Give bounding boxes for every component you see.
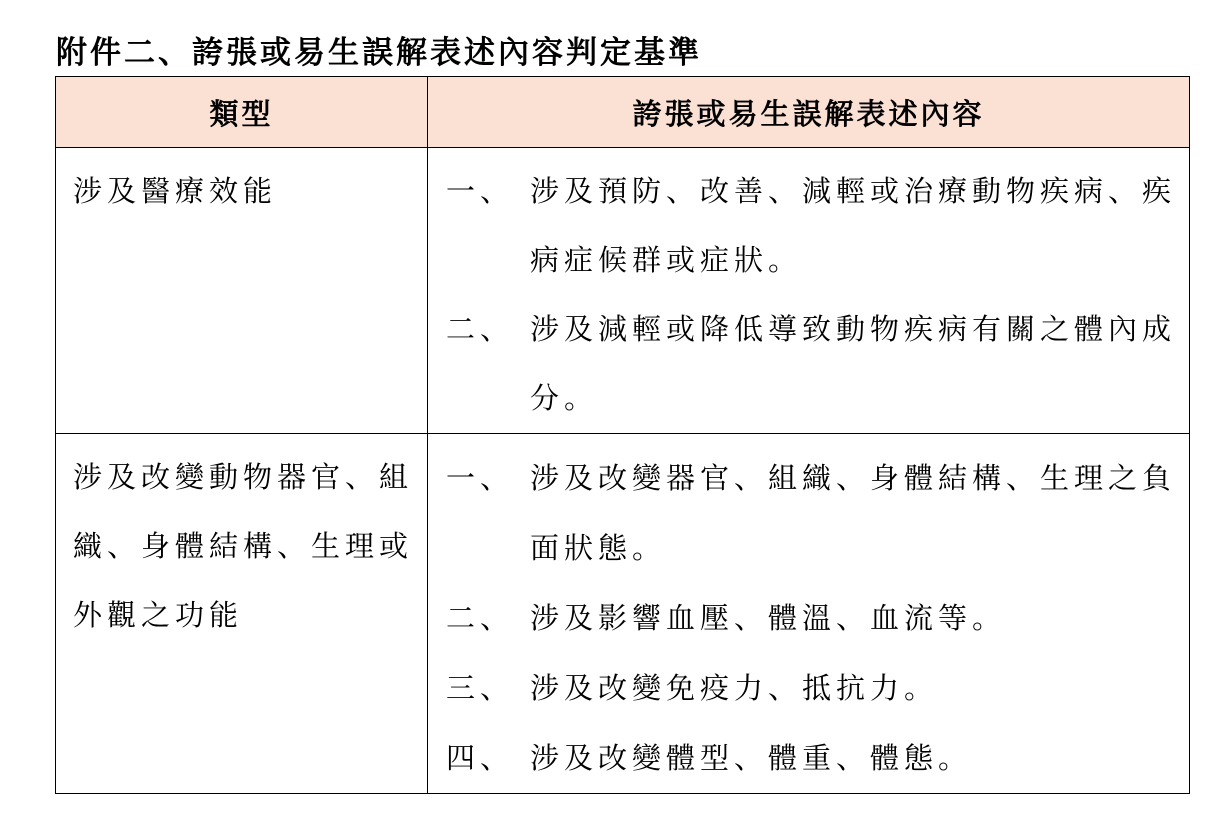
table-row bbox=[56, 148, 1190, 434]
item-text: 涉及預防、改善、減輕或治療動物疾病、疾病症候群或症狀。 bbox=[530, 174, 1177, 277]
type-cell: 涉及改變動物器官、組織、身體結構、生理或外觀之功能 bbox=[56, 434, 428, 794]
list-item bbox=[446, 157, 1181, 295]
table-row bbox=[56, 434, 1190, 794]
list-item bbox=[446, 443, 1181, 583]
header-content: 誇張或易生誤解表述內容 bbox=[428, 77, 1190, 148]
item-text: 涉及減輕或降低導致動物疾病有關之體內成分。 bbox=[530, 312, 1177, 415]
list-item bbox=[446, 295, 1181, 433]
list-item bbox=[446, 653, 1181, 723]
item-number: 四、 bbox=[446, 741, 515, 775]
content-cell bbox=[428, 148, 1190, 434]
item-number: 二、 bbox=[446, 601, 515, 635]
item-text: 涉及影響血壓、體溫、血流等。 bbox=[530, 601, 1007, 635]
list-item bbox=[446, 583, 1181, 653]
type-cell: 涉及醫療效能 bbox=[56, 148, 428, 434]
item-text: 涉及改變器官、組織、身體結構、生理之負面狀態。 bbox=[530, 461, 1177, 565]
item-number: 三、 bbox=[446, 671, 515, 705]
item-text: 涉及改變免疫力、抵抗力。 bbox=[530, 671, 939, 705]
table-header-row bbox=[56, 77, 1190, 148]
item-text: 涉及改變體型、體重、體態。 bbox=[530, 741, 973, 775]
item-number: 一、 bbox=[446, 174, 515, 208]
list-item bbox=[446, 723, 1181, 793]
content-cell bbox=[428, 434, 1190, 794]
item-number: 二、 bbox=[446, 312, 515, 346]
item-number: 一、 bbox=[446, 461, 515, 495]
criteria-table bbox=[55, 76, 1190, 794]
document-title: 附件二、誇張或易生誤解表述內容判定基準 bbox=[56, 35, 702, 71]
header-type: 類型 bbox=[56, 77, 428, 148]
